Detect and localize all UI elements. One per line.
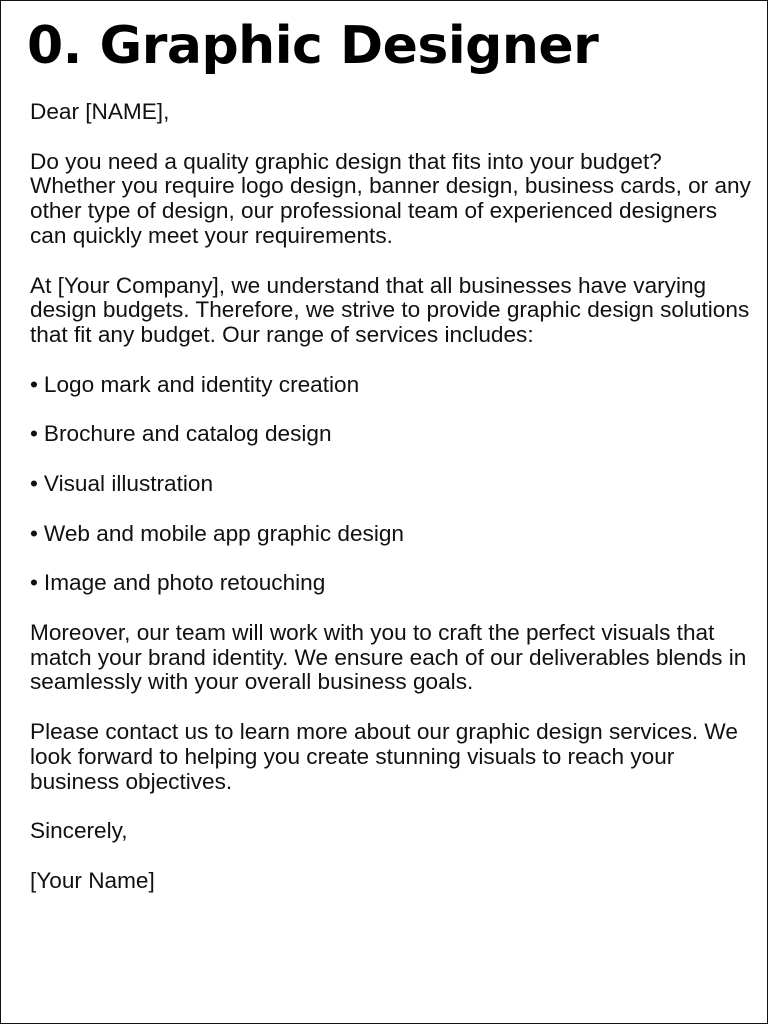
list-item [30,422,752,447]
moreover-paragraph: Moreover, our team will work with you to craft the perfect visuals that match your brand identity. We ensure each of our deliverables blends in seamlessly with your overall business goals. [30,619,747,695]
document-title: 0. Graphic Designer [27,16,599,76]
service-label: Visual illustration [43,470,214,496]
intro-paragraph: Do you need a quality graphic design that fits into your budget? Whether you require logo design, banner design, business cards, or any other type of design, our professional team of experienced designers can quickly meet your requirements. [30,148,751,248]
bullet-icon: • [30,520,38,546]
signature: [Your Name] [30,867,155,893]
contact-paragraph: Please contact us to learn more about our graphic design services. We look forward to helping you create stunning visuals to reach your business objectives. [30,718,738,794]
closing: Sincerely, [30,818,128,844]
service-label: Web and mobile app graphic design [43,520,404,546]
bullet-icon: • [30,371,38,397]
service-label: Logo mark and identity creation [43,371,360,397]
list-item [30,522,752,547]
list-item [30,472,752,497]
company-paragraph: At [Your Company], we understand that all businesses have varying design budgets. Therefore, we strive to provide graphic design solutions that fit any budget. Our range of services includes: [30,272,750,348]
service-label: Image and photo retouching [43,570,326,596]
list-item [30,373,752,398]
salutation: Dear [NAME], [30,99,170,124]
bullet-icon: • [30,421,38,447]
service-label: Brochure and catalog design [43,421,332,447]
services-list [30,373,752,596]
bullet-icon: • [30,570,38,596]
letter-body [30,100,752,894]
bullet-icon: • [30,470,38,496]
list-item [30,571,752,596]
